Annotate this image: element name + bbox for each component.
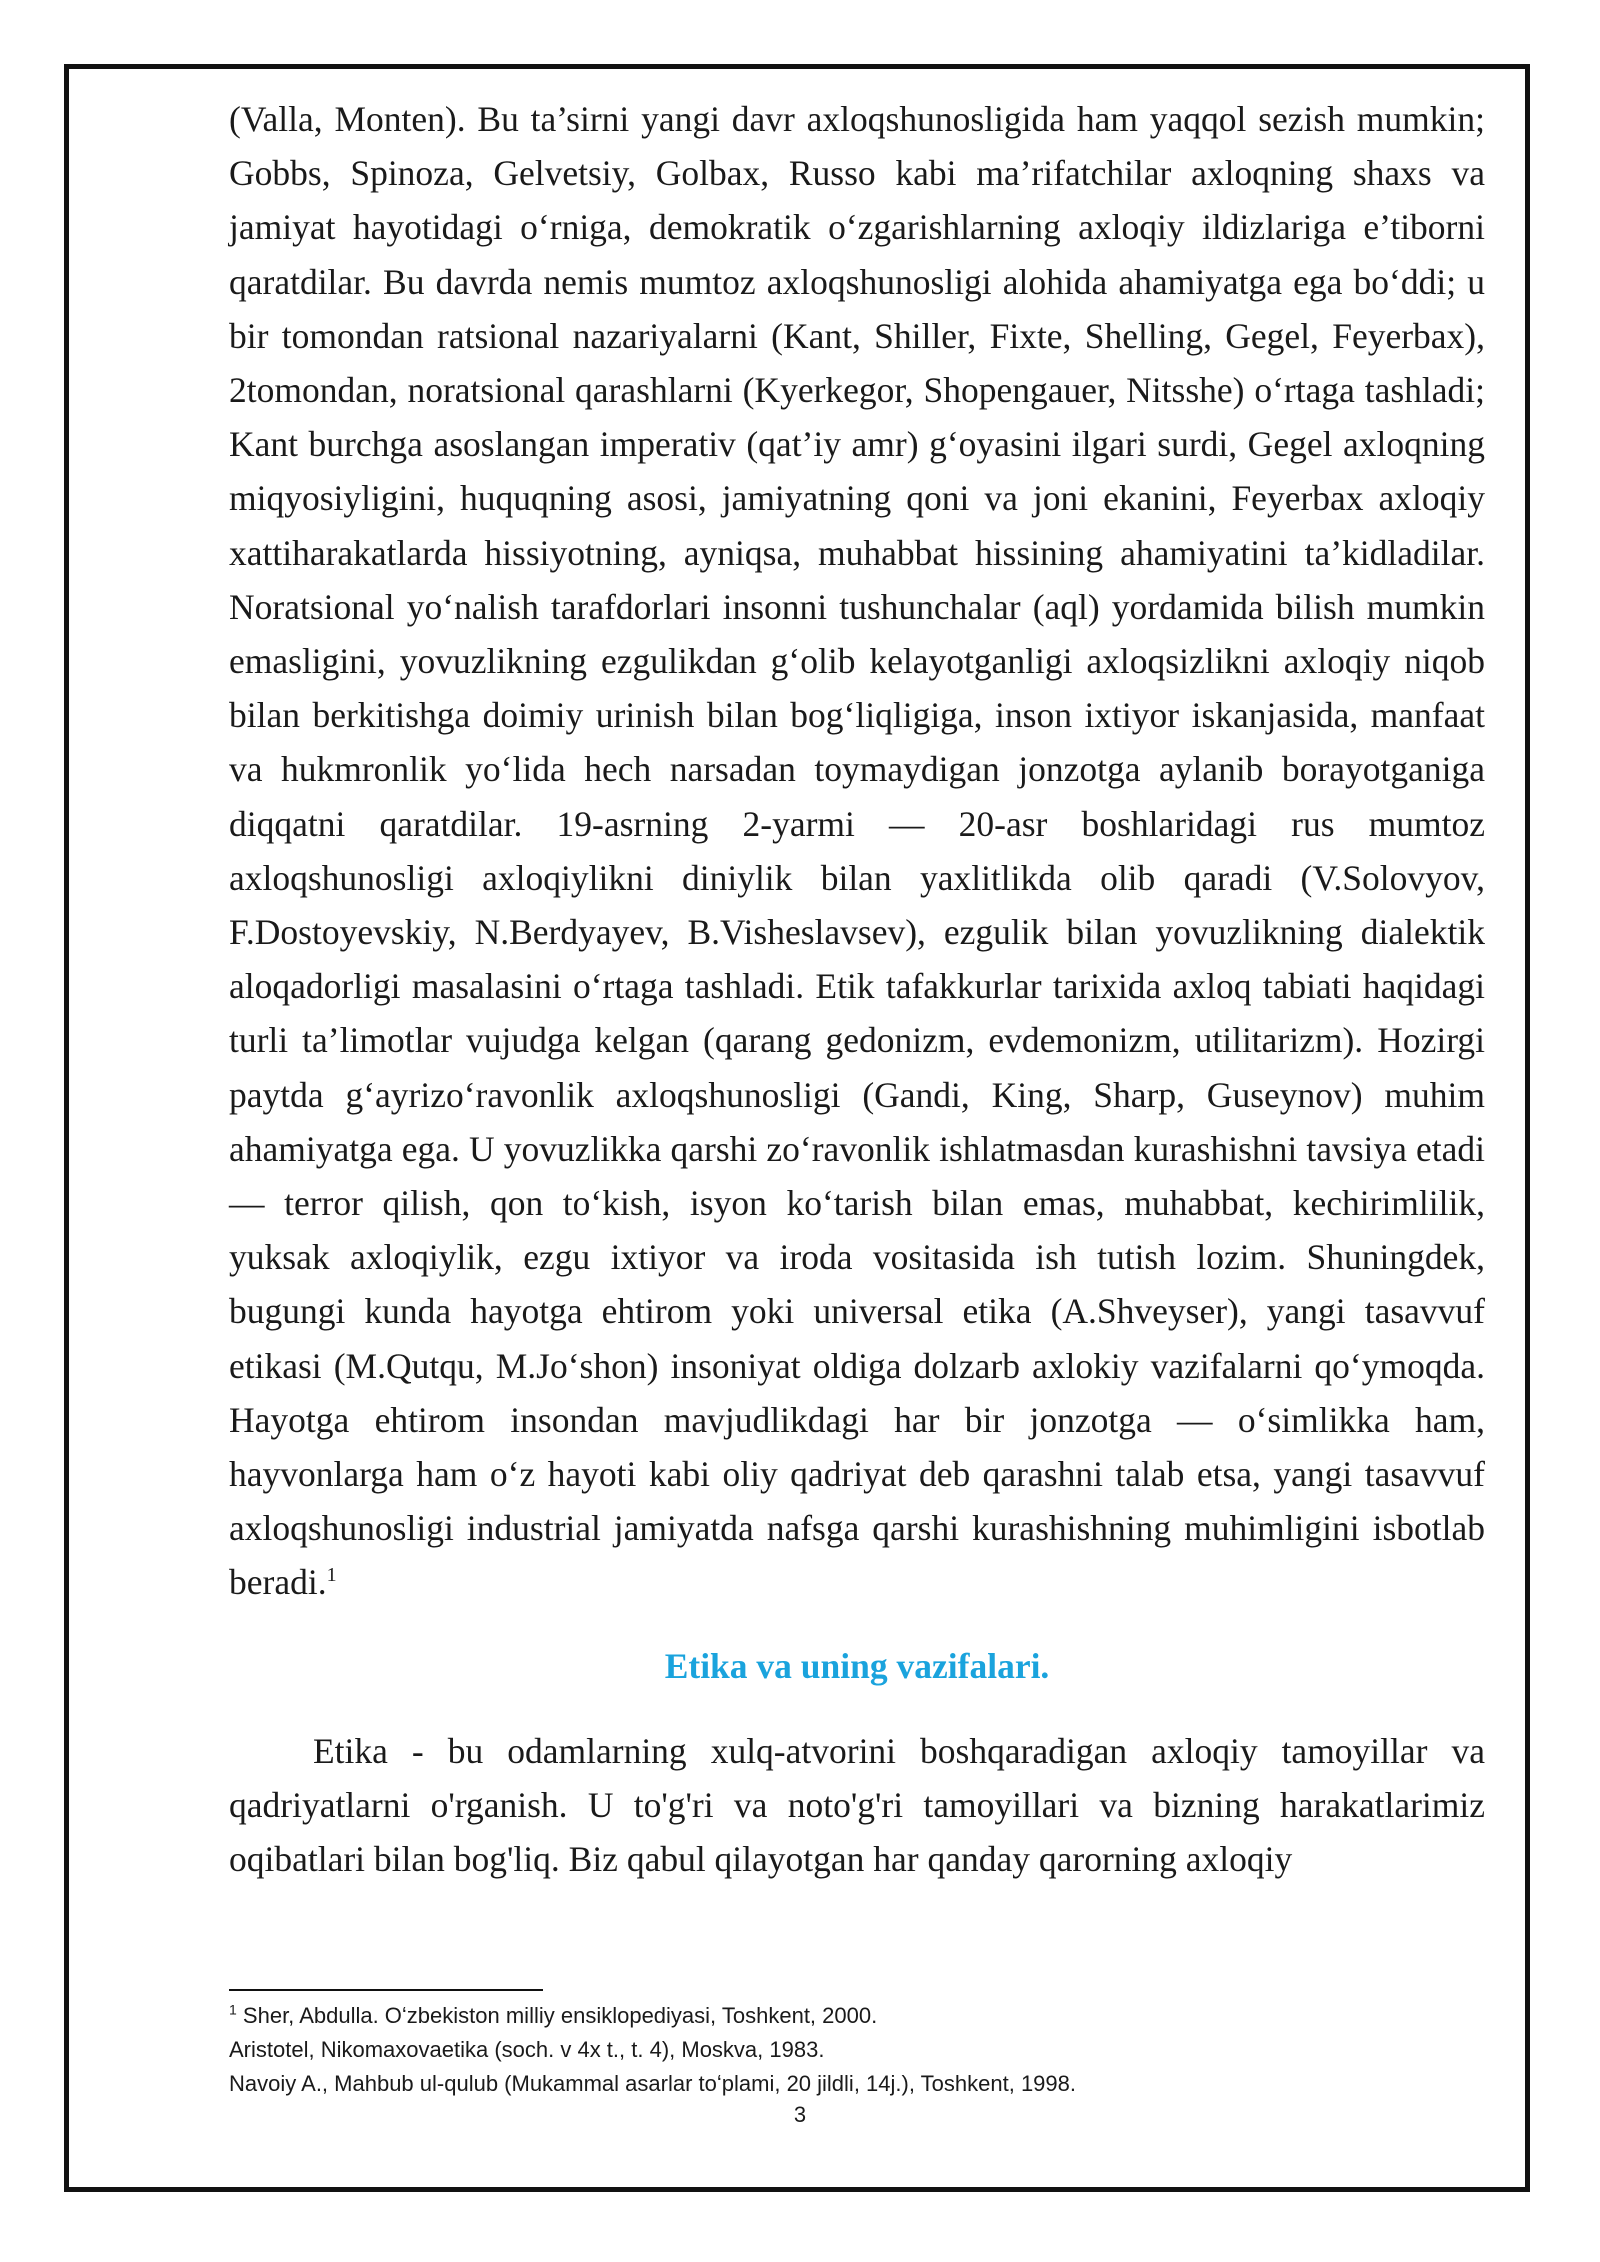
section-heading: Etika va uning vazifalari. bbox=[664, 1645, 1050, 1686]
paragraph-1-text: (Valla, Monten). Bu ta’sirni yangi davr axloqshunosligida ham yaqqol sezish mumkin; Gobbs, Spinoza, Gelvetsiy, Golbax, Russo kabi ma’rifatchilar axloqning shaxs va jamiyat hayotidagi oʻrniga, demokratik oʻzgarishlarning axloqiy ildizlariga e’tiborni qaratdilar. Bu davrda nemis mumtoz axloqshunosligi alohida ahamiyatga ega boʻddi; u bir tomondan ratsional nazariyalarni (Kant, Shiller, Fixte, Shelling, Gegel, Feyerbax), 2tomondan, noratsional qarashlarni (Kyerkegor, Shopengauer, Nitsshe) oʻrtaga tashladi; Kant burchga asoslangan imperativ (qat’iy amr) gʻoyasini ilgari surdi, Gegel axloqning miqyosiyligini, huquqning asosi, jamiyatning qoni va joni ekanini, Feyerbax axloqiy xattiharakatlarda hissiyotning, ayniqsa, muhabbat hissining ahamiyatini ta’kidladilar. Noratsional yoʻnalish tarafdorlari insonni tushunchalar (aql) yordamida bilish mumkin emasligini, yovuzlikning ezgulikdan gʻolib kelayotganligi axloqsizlikni axloqiy niqob bilan berkitishga doimiy urinish bilan bogʻliqligiga, inson ixtiyor iskanjasida, manfaat va hukmronlik yoʻlida hech narsadan toymaydigan jonzotga aylanib borayotganiga diqqatni qaratdilar. 19-asrning 2-yarmi — 20-asr boshlaridagi rus mumtoz axloqshunosligi axloqiylikni diniylik bilan yaxlitlikda olib qaradi (V.Solovyov, F.Dostoyevskiy, N.Berdyayev, B.Visheslavsev), ezgulik bilan yovuzlikning dialektik aloqadorligi masalasini oʻrtaga tashladi. Etik tafakkurlar tarixida axloq tabiati haqidagi turli ta’limotlar vujudga kelgan (qarang gedonizm, evdemonizm, utilitarizm). Hozirgi paytda gʻayrizoʻravonlik axloqshunosligi (Gandi, King, Sharp, Guseynov) muhim ahamiyatga ega. U yovuzlikka qarshi zoʻravonlik ishlatmasdan kurashishni tavsiya etadi — terror qilish, qon toʻkish, isyon koʻtarish bilan emas, muhabbat, kechirimlilik, yuksak axloqiylik, ezgu ixtiyor va iroda vositasida ish tutish lozim. Shuningdek, bugungi kunda hayotga ehtirom yoki universal etika (A.Shveyser), yangi tasavvuf etikasi (M.Qutqu, M.Joʻshon) insoniyat oldiga dolzarb axlokiy vazifalarni qoʻymoqda. Hayotga ehtirom insondan mavjudlikdagi har bir jonzotga — oʻsimlikka ham, hayvonlarga ham oʻz hayoti kabi oliy qadriyat deb qarashni talab etsa, yangi tasavvuf axloqshunosligi industrial jamiyatda nafsga qarshi kurashishning muhimligini isbotlab beradi. bbox=[229, 99, 1485, 1603]
footnote-marker: 1 bbox=[229, 2001, 237, 2018]
footnote-separator bbox=[229, 1989, 543, 1991]
footnote-line-2: Aristotel, Nikomaxovaetika (soch. v 4x t., t. 4), Moskva, 1983. bbox=[229, 2037, 825, 2062]
footnote-line-3: Navoiy A., Mahbub ul-qulub (Mukammal asarlar toʻplami, 20 jildli, 14j.), Toshkent, 1998. bbox=[229, 2071, 1076, 2096]
footnotes bbox=[229, 1999, 1485, 2101]
page-number: 3 bbox=[793, 2102, 807, 2127]
footnote-reference[interactable]: 1 bbox=[326, 1564, 337, 1587]
footnote-line-1 bbox=[229, 1999, 1485, 2033]
body-paragraph-1 bbox=[229, 92, 1485, 1610]
body-paragraph-2: Etika - bu odamlarning xulq-atvorini boshqaradigan axloqiy tamoyillar va qadriyatlarni o'rganish. U to'g'ri va noto'g'ri tamoyillari va bizning harakatlarimiz oqibatlari bilan bog'liq. Biz qabul qilayotgan har qanday qarorning axloqiy bbox=[229, 1730, 1485, 1880]
page-content bbox=[229, 92, 1485, 1886]
footnote-text: Sher, Abdulla. Oʻzbekiston milliy ensiklopediyasi, Toshkent, 2000. bbox=[242, 2003, 878, 2028]
